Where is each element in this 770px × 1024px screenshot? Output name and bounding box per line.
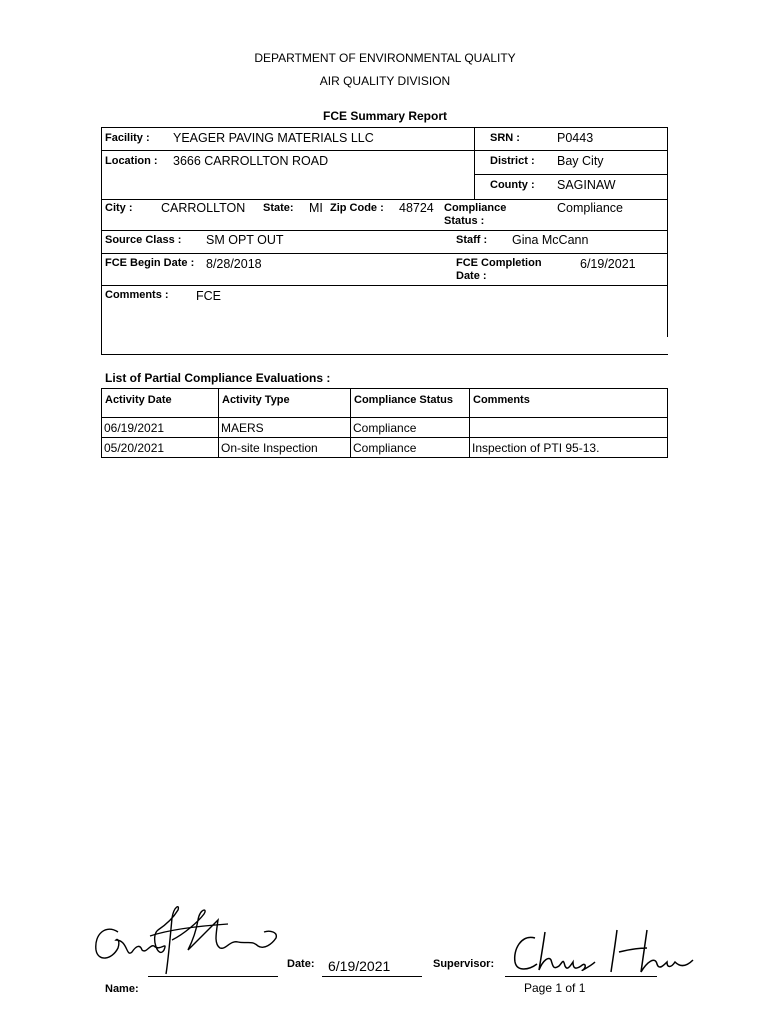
zip-label: Zip Code : (330, 202, 384, 214)
name-label: Name: (105, 983, 139, 995)
name-signature-line (148, 976, 278, 977)
city-value: CARROLLTON (161, 201, 246, 215)
box-right-border (667, 127, 668, 337)
fce-completion-label-line2: Date : (456, 270, 487, 282)
table-border (469, 388, 470, 458)
column-header-activity-date: Activity Date (105, 394, 172, 406)
zip-value: 48724 (399, 201, 434, 215)
compliance-status-label-line2: Status : (444, 215, 485, 227)
fce-begin-label: FCE Begin Date : (105, 257, 195, 269)
comments-label: Comments : (105, 289, 169, 301)
table-border (101, 457, 668, 458)
cell-compliance-status: Compliance (353, 441, 417, 455)
city-label: City : (105, 202, 133, 214)
table-border (350, 388, 351, 458)
compliance-status-label-line1: Compliance (444, 202, 507, 214)
row-divider (101, 253, 668, 254)
date-line (322, 976, 422, 977)
pce-list-title: List of Partial Compliance Evaluations : (105, 371, 331, 385)
column-header-comments: Comments (473, 394, 530, 406)
cell-activity-date: 06/19/2021 (104, 421, 165, 435)
district-label: District : (490, 155, 535, 167)
box-left-border (101, 127, 102, 355)
state-value: MI (309, 201, 323, 215)
box-bottom-border (101, 354, 668, 355)
row-divider (101, 285, 668, 286)
source-class-value: SM OPT OUT (206, 233, 284, 247)
table-border (101, 388, 102, 458)
column-header-activity-type: Activity Type (222, 394, 290, 406)
cell-activity-date: 05/20/2021 (104, 441, 165, 455)
date-value: 6/19/2021 (328, 958, 391, 974)
facility-value: YEAGER PAVING MATERIALS LLC (173, 131, 374, 145)
county-label: County : (490, 179, 535, 191)
staff-label: Staff : (456, 234, 488, 246)
fce-begin-value: 8/28/2018 (206, 257, 262, 271)
fce-completion-value: 6/19/2021 (580, 257, 636, 271)
supervisor-signature-image (507, 926, 697, 978)
table-border (101, 388, 668, 389)
facility-label: Facility : (105, 132, 150, 144)
report-title: FCE Summary Report (322, 109, 448, 123)
staff-value: Gina McCann (512, 233, 589, 247)
row-divider (474, 174, 668, 175)
row-divider (101, 150, 668, 151)
box-inner-divider (474, 127, 475, 200)
table-border (667, 388, 668, 458)
location-label: Location : (105, 155, 158, 167)
row-divider (101, 199, 668, 200)
row-divider (101, 230, 668, 231)
fce-completion-label-line1: FCE Completion (456, 257, 542, 269)
box-top-border (101, 127, 668, 128)
comments-value: FCE (196, 289, 221, 303)
county-value: SAGINAW (557, 178, 616, 192)
cell-comments: Inspection of PTI 95-13. (472, 441, 600, 455)
srn-value: P0443 (557, 131, 594, 145)
column-header-compliance-status: Compliance Status (354, 394, 454, 406)
table-border (101, 417, 668, 418)
source-class-label: Source Class : (105, 234, 182, 246)
table-border (101, 437, 668, 438)
cell-activity-type: On-site Inspection (221, 441, 318, 455)
compliance-status-value: Compliance (557, 201, 624, 215)
srn-label: SRN : (490, 132, 520, 144)
name-signature-image (88, 900, 283, 978)
cell-compliance-status: Compliance (353, 421, 417, 435)
page-number: Page 1 of 1 (524, 981, 586, 995)
state-label: State: (263, 202, 294, 214)
supervisor-signature-line (505, 976, 657, 977)
department-heading: DEPARTMENT OF ENVIRONMENTAL QUALITY (254, 51, 516, 65)
division-heading: AIR QUALITY DIVISION (319, 74, 451, 88)
table-border (218, 388, 219, 458)
date-label: Date: (287, 958, 315, 970)
location-value: 3666 CARROLLTON ROAD (173, 154, 329, 168)
supervisor-label: Supervisor: (433, 958, 495, 970)
district-value: Bay City (557, 154, 604, 168)
cell-activity-type: MAERS (221, 421, 264, 435)
